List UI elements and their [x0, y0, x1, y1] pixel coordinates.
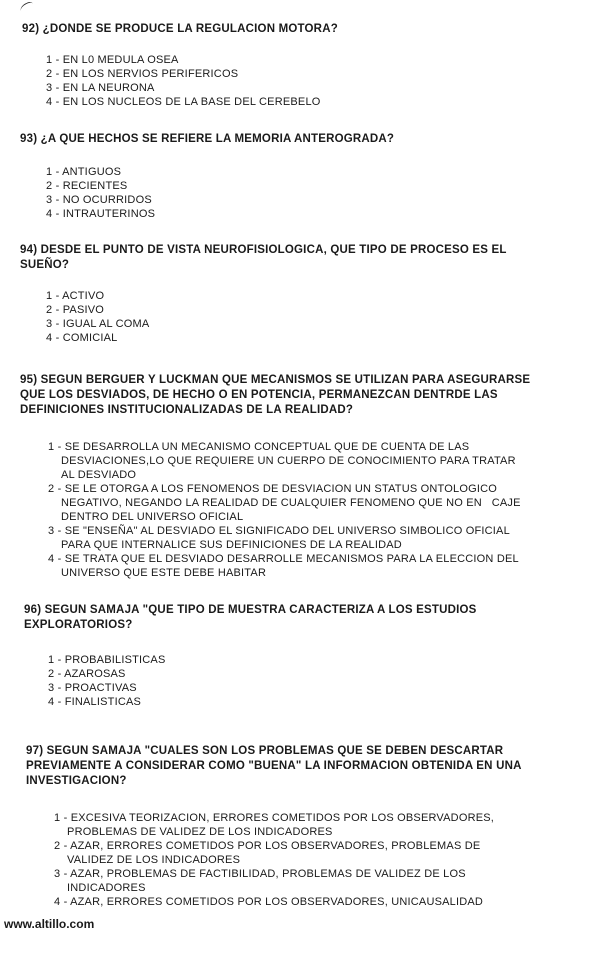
option-item: 2 - RECIENTES	[46, 180, 128, 192]
option-item: 1 - EXCESIVA TEORIZACION, ERRORES COMETIDOS POR LOS OBSERVADORES, PROBLEMAS DE VALIDEZ DE LOS INDICADORES	[54, 812, 495, 838]
option-item: 4 - AZAR, ERRORES COMETIDOS POR LOS OBSERVADORES, UNICAUSALIDAD	[54, 896, 484, 908]
option-item: 1 - ACTIVO	[46, 290, 105, 302]
question-93	[0, 132, 600, 221]
option-list	[46, 53, 600, 109]
option-item: 2 - AZAROSAS	[48, 668, 126, 680]
option-item: 2 - PASIVO	[46, 304, 105, 316]
option-item: 4 - EN LOS NUCLEOS DE LA BASE DEL CEREBELO	[46, 96, 321, 108]
option-item: 3 - PROACTIVAS	[48, 682, 137, 694]
question-97	[0, 744, 600, 909]
question-title: 94) DESDE EL PUNTO DE VISTA NEUROFISIOLOGICA, QUE TIPO DE PROCESO ES EL SUEÑO?	[20, 244, 507, 271]
question-title: 93) ¿A QUE HECHOS SE REFIERE LA MEMORIA ANTEROGRADA?	[20, 133, 395, 145]
question-96	[0, 603, 600, 709]
option-item: 4 - COMICIAL	[46, 332, 118, 344]
option-item: 1 - SE DESARROLLA UN MECANISMO CONCEPTUAL QUE DE CUENTA DE LAS DESVIACIONES,LO QUE REQUIERE UN CUERPO DE CONOCIMIENTO PARA TRATAR AL DESVIADO	[48, 441, 516, 481]
question-title: 96) SEGUN SAMAJA "QUE TIPO DE MUESTRA CARACTERIZA A LOS ESTUDIOS EXPLORATORIOS?	[24, 604, 477, 631]
option-item: 3 - SE "ENSEÑA" AL DESVIADO EL SIGNIFICADO DEL UNIVERSO SIMBOLICO OFICIAL PARA QUE INTERNALICE SUS DEFINICIONES DE LA REALIDAD	[48, 525, 510, 551]
pen-mark	[19, 0, 35, 14]
option-list	[46, 289, 600, 345]
question-title: 92) ¿DONDE SE PRODUCE LA REGULACION MOTORA?	[22, 23, 338, 35]
option-item: 3 - EN LA NEURONA	[46, 82, 155, 94]
option-item: 1 - EN L0 MEDULA OSEA	[46, 54, 179, 66]
option-item: 4 - SE TRATA QUE EL DESVIADO DESARROLLE MECANISMOS PARA LA ELECCION DEL UNIVERSO QUE ESTE DEBE HABITAR	[48, 553, 519, 579]
question-95	[0, 373, 600, 580]
option-item: 2 - EN LOS NERVIOS PERIFERICOS	[46, 68, 239, 80]
question-94	[0, 243, 600, 345]
option-item: 2 - SE LE OTORGA A LOS FENOMENOS DE DESVIACION UN STATUS ONTOLOGICO NEGATIVO, NEGANDO LA REALIDAD DE CUALQUIER FENOMENO QUE NO EN CAJE DENTRO DEL UNIVERSO OFICIAL	[48, 483, 521, 523]
option-list	[48, 653, 600, 709]
option-item: 4 - INTRAUTERINOS	[46, 208, 156, 220]
question-92	[0, 22, 600, 109]
option-list	[48, 440, 600, 580]
option-item: 1 - PROBABILISTICAS	[48, 654, 166, 666]
question-title: 97) SEGUN SAMAJA "CUALES SON LOS PROBLEMAS QUE SE DEBEN DESCARTAR PREVIAMENTE A CONSIDERAR COMO "BUENA" LA INFORMACION OBTENIDA EN UNA INVESTIGACION?	[26, 745, 522, 787]
option-item: 3 - AZAR, PROBLEMAS DE FACTIBILIDAD, PROBLEMAS DE VALIDEZ DE LOS INDICADORES	[54, 868, 466, 894]
option-list	[54, 811, 600, 909]
option-item: 2 - AZAR, ERRORES COMETIDOS POR LOS OBSERVADORES, PROBLEMAS DE VALIDEZ DE LOS INDICADORES	[54, 840, 481, 866]
question-title: 95) SEGUN BERGUER Y LUCKMAN QUE MECANISMOS SE UTILIZAN PARA ASEGURARSE QUE LOS DESVIADOS, DE HECHO O EN POTENCIA, PERMANEZCAN DENTRDE LAS DEFINICIONES INSTITUCIONALIZADAS DE LA REALIDAD?	[20, 374, 531, 416]
option-item: 3 - NO OCURRIDOS	[46, 194, 152, 206]
option-item: 1 - ANTIGUOS	[46, 166, 122, 178]
option-item: 3 - IGUAL AL COMA	[46, 318, 150, 330]
option-item: 4 - FINALISTICAS	[48, 696, 142, 708]
site-watermark: www.altillo.com	[4, 917, 95, 931]
option-list	[46, 165, 600, 221]
